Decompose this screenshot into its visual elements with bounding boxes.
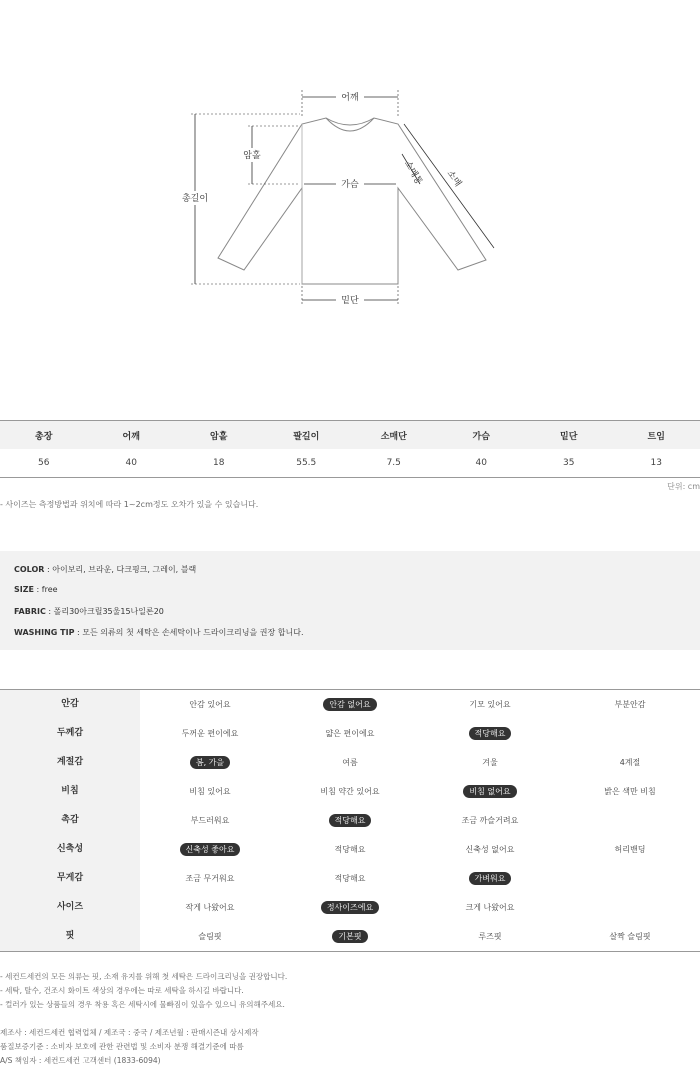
warranty-line: 품질보증기준 : 소비자 보호에 관한 관련법 및 소비자 분쟁 해결기준에 따름 (0, 1042, 244, 1051)
attribute-option-cell (560, 806, 700, 835)
size-header: 총장 (0, 421, 88, 450)
attribute-row (0, 835, 700, 864)
attribute-option-cell (560, 864, 700, 893)
attribute-option: 루즈핏 (478, 932, 502, 941)
attribute-option: 얇은 편이에요 (325, 729, 375, 738)
attribute-option-cell (140, 690, 280, 720)
size-header: 암홀 (175, 421, 263, 450)
attribute-option-cell (420, 922, 560, 952)
fabric-value: : 폴리30아크릴35울15나일론20 (45, 607, 164, 616)
attribute-option-cell (560, 719, 700, 748)
sleeve-measure-line (401, 124, 494, 248)
color-value: : 아이보리, 브라운, 다크핑크, 그레이, 블랙 (44, 565, 197, 574)
manufacturer-line: 제조사 : 세컨드세컨 협력업체 / 제조국 : 중국 / 제조년월 : 판매시즌내 상시제작 (0, 1028, 259, 1037)
attribute-option: 조금 까슬거려요 (461, 816, 519, 825)
attribute-option-selected: 기본핏 (332, 930, 367, 943)
unit-label: 단위: cm (667, 482, 700, 491)
size-header: 가슴 (438, 421, 526, 450)
attribute-option-cell (420, 777, 560, 806)
care-notes (0, 970, 287, 1012)
attribute-option-cell (420, 719, 560, 748)
attribute-option: 부드러워요 (190, 816, 230, 825)
hem-label: 밑단 (341, 296, 359, 306)
attribute-name: 사이즈 (0, 893, 140, 922)
attribute-option-cell (140, 835, 280, 864)
care-note: - 세컨드세컨의 모든 의류는 핏, 소재 유지를 위해 첫 세탁은 드라이크리닝을 권장합니다. (0, 972, 288, 981)
attribute-option: 적당해요 (334, 874, 366, 883)
size-value: 40 (88, 449, 176, 478)
attribute-option-selected: 정사이즈에요 (321, 901, 379, 914)
washing-value: : 모든 의류의 첫 세탁은 손세탁이나 드라이크리닝을 권장 합니다. (74, 628, 304, 637)
size-table-value-row (0, 449, 700, 478)
size-value: 7.5 (350, 449, 438, 478)
attribute-option-cell (420, 748, 560, 777)
attribute-option-selected: 봄, 가을 (190, 756, 230, 769)
attribute-option-cell (560, 690, 700, 720)
attribute-row (0, 864, 700, 893)
size-header: 밑단 (525, 421, 613, 450)
garment-measurement-diagram (0, 0, 700, 400)
size-value: 55.5 (263, 449, 351, 478)
attribute-table (0, 689, 700, 952)
size-header: 팔길이 (263, 421, 351, 450)
color-row (14, 564, 196, 575)
attribute-option-cell (420, 806, 560, 835)
cuff-label: 소매통 (401, 159, 424, 187)
size-value: 40 (438, 449, 526, 478)
attribute-option-selected: 적당해요 (329, 814, 372, 827)
attribute-option: 겨울 (482, 758, 498, 767)
attribute-option-cell (280, 690, 420, 720)
attribute-option-selected: 적당해요 (469, 727, 512, 740)
attribute-row (0, 690, 700, 720)
attribute-row (0, 748, 700, 777)
attribute-option-cell (560, 777, 700, 806)
attribute-option: 살짝 슬림핏 (609, 932, 651, 941)
attribute-option-cell (420, 893, 560, 922)
attribute-option-cell (280, 719, 420, 748)
attribute-option: 비침 약간 있어요 (320, 787, 380, 796)
attribute-name: 핏 (0, 922, 140, 952)
product-info-box (0, 551, 700, 650)
attribute-option-cell (140, 719, 280, 748)
size-table-header-row (0, 421, 700, 450)
attribute-option-cell (420, 864, 560, 893)
attribute-option-selected: 비침 없어요 (463, 785, 516, 798)
attribute-option: 4계절 (619, 758, 641, 767)
size-label: SIZE (14, 585, 35, 594)
attribute-row (0, 777, 700, 806)
color-label: COLOR (14, 565, 45, 574)
attribute-option-selected: 신축성 좋아요 (180, 843, 241, 856)
attribute-option-cell (140, 864, 280, 893)
attribute-option-cell (140, 806, 280, 835)
attribute-option-cell (280, 864, 420, 893)
attribute-option-cell (140, 893, 280, 922)
size-header: 트임 (613, 421, 700, 450)
shoulder-label: 어깨 (341, 93, 359, 103)
attribute-option: 안감 있어요 (189, 700, 231, 709)
attribute-name: 계절감 (0, 748, 140, 777)
size-row (14, 585, 58, 594)
attribute-option-cell (560, 748, 700, 777)
attribute-option-cell (140, 922, 280, 952)
fabric-label: FABRIC (14, 607, 46, 616)
fabric-row (14, 606, 164, 617)
size-table (0, 420, 700, 478)
attribute-row (0, 719, 700, 748)
attribute-name: 무게감 (0, 864, 140, 893)
total-length-label: 총길이 (181, 194, 209, 204)
as-contact-line: A/S 책임자 : 세컨드세컨 고객센터 (1833-6094) (0, 1056, 161, 1065)
size-header: 소매단 (350, 421, 438, 450)
attribute-name: 비침 (0, 777, 140, 806)
attribute-option-cell (140, 777, 280, 806)
attribute-option-selected: 가벼워요 (469, 872, 512, 885)
attribute-option-selected: 안감 없어요 (323, 698, 376, 711)
attribute-option-cell (560, 835, 700, 864)
care-note: - 세탁, 탈수, 건조시 화이트 색상의 경우에는 따로 세탁을 하시길 바랍니다. (0, 986, 244, 995)
washing-label: WASHING TIP (14, 628, 75, 637)
attribute-option: 허리밴딩 (614, 845, 646, 854)
attribute-row (0, 893, 700, 922)
size-value-text: : free (34, 585, 58, 594)
attribute-option: 크게 나왔어요 (465, 903, 515, 912)
attribute-option-cell (560, 922, 700, 952)
care-note: - 컬러가 있는 상품들의 경우 착용 혹은 세탁시에 물빠짐이 있을수 있으니 유의해주세요. (0, 1000, 285, 1009)
attribute-name: 촉감 (0, 806, 140, 835)
size-value: 13 (613, 449, 700, 478)
attribute-option: 두꺼운 편이에요 (181, 729, 239, 738)
attribute-option: 작게 나왔어요 (185, 903, 235, 912)
sweater-outline (218, 118, 486, 284)
attribute-option-cell (140, 748, 280, 777)
attribute-option-cell (280, 806, 420, 835)
attribute-name: 두께감 (0, 719, 140, 748)
attribute-option-cell (280, 777, 420, 806)
sleeve-label: 소매 (444, 168, 463, 189)
attribute-option: 조금 무거워요 (185, 874, 235, 883)
attribute-name: 신축성 (0, 835, 140, 864)
attribute-row (0, 922, 700, 952)
attribute-option-cell (280, 893, 420, 922)
attribute-option-cell (420, 690, 560, 720)
attribute-option: 신축성 없어요 (465, 845, 515, 854)
attribute-option-cell (560, 893, 700, 922)
attribute-option: 슬림핏 (198, 932, 222, 941)
size-value: 35 (525, 449, 613, 478)
size-value: 56 (0, 449, 88, 478)
armhole-label: 암홀 (243, 151, 261, 161)
size-header: 어깨 (88, 421, 176, 450)
size-value: 18 (175, 449, 263, 478)
chest-label: 가슴 (341, 180, 359, 190)
attribute-row (0, 806, 700, 835)
attribute-option-cell (280, 748, 420, 777)
attribute-option-cell (280, 922, 420, 952)
attribute-option: 비침 있어요 (189, 787, 231, 796)
manufacturer-info (0, 1026, 259, 1068)
attribute-option: 부분안감 (614, 700, 646, 709)
attribute-option: 밝은 색만 비침 (604, 787, 656, 796)
attribute-option-cell (420, 835, 560, 864)
attribute-option-cell (280, 835, 420, 864)
size-note: - 사이즈는 측정방법과 위치에 따라 1~2cm정도 오차가 있을 수 있습니다. (0, 500, 259, 509)
attribute-name: 안감 (0, 690, 140, 720)
attribute-option: 적당해요 (334, 845, 366, 854)
attribute-option: 여름 (342, 758, 358, 767)
washing-row (14, 627, 304, 638)
attribute-option: 기모 있어요 (469, 700, 511, 709)
